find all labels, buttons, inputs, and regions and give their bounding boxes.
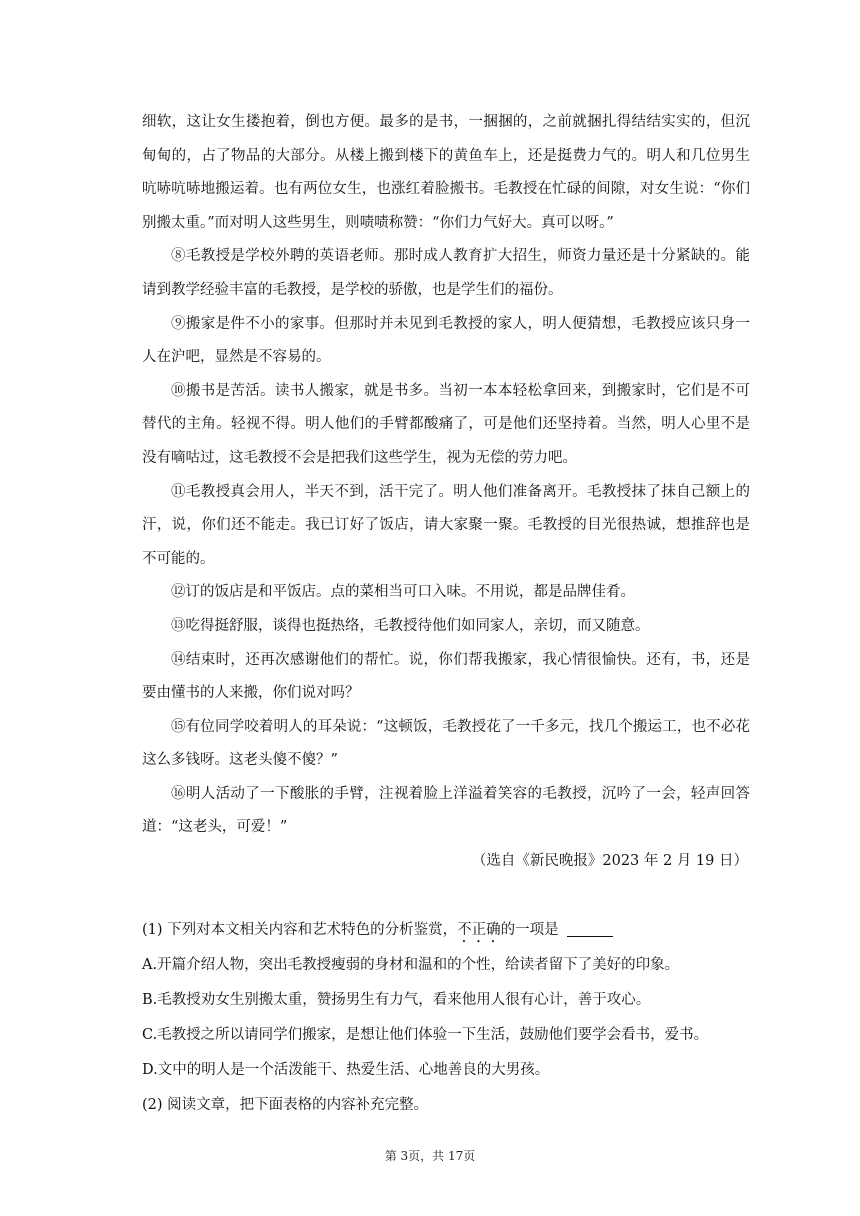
- paragraph-continued: 细软，这让女生搂抱着，倒也方便。最多的是书，一捆捆的，之前就捆扎得结结实实的，但沉甸甸的，占了物品的大部分。从楼上搬到楼下的黄鱼车上，还是挺费力气的。明人和几位男生吭哧吭哧地搬运着。也有两位女生，也涨红着脸搬书。毛教授在忙碌的间隙，对女生说：“你们别搬太重。”而对明人这些男生，则啧啧称赞：“你们力气好大。真可以呀。”: [142, 114, 750, 231]
- paragraph-12: ⑫订的饭店是和平饭店。点的菜相当可口入味。不用说，都是品牌佳肴。: [171, 584, 635, 601]
- source-citation: （选自《新民晚报》2023 年 2 月 19 日）: [471, 853, 748, 870]
- questions-section: [142, 913, 750, 1123]
- question-1: [142, 913, 750, 948]
- paragraph-9: ⑨搬家是件不小的家事。但那时并未见到毛教授的家人，明人便猜想，毛教授应该只身一人在沪吧，显然是不容易的。: [142, 315, 750, 366]
- question-1-emphasis: 不正确: [457, 922, 501, 938]
- paragraph-11: ⑪毛教授真会用人，半天不到，活干完了。明人他们准备离开。毛教授抹了抹自己额上的汗，说，你们还不能走。我已订好了饭店，请大家聚一聚。毛教授的目光很热诚，想推辞也是不可能的。: [142, 483, 750, 567]
- answer-blank[interactable]: [567, 920, 613, 937]
- article-body: [142, 106, 750, 879]
- paragraph-14: ⑭结束时，还再次感谢他们的帮忙。说，你们帮我搬家，我心情很愉快。还有，书，还是要由懂书的人来搬，你们说对吗？: [142, 651, 750, 702]
- paragraph-10: ⑩搬书是苦活。读书人搬家，就是书多。当初一本本轻松拿回来，到搬家时，它们是不可替代的主角。轻视不得。明人他们的手臂都酸痛了，可是他们还坚持着。当然，明人心里不是没有嘀咕过，这毛教授不会是把我们这些学生，视为无偿的劳力吧。: [142, 382, 750, 466]
- paragraph-13: ⑬吃得挺舒服，谈得也挺热络，毛教授待他们如同家人，亲切，而又随意。: [171, 617, 650, 634]
- option-c: C.毛教授之所以请同学们搬家，是想让他们体验一下生活，鼓励他们要学会看书，爱书。: [142, 1027, 709, 1043]
- option-b: B.毛教授劝女生别搬太重，赞扬男生有力气，看来他用人很有心计，善于攻心。: [142, 992, 651, 1008]
- question-1-prefix: (1) 下列对本文相关内容和艺术特色的分析鉴赏，: [142, 922, 458, 938]
- paragraph-8: ⑧毛教授是学校外聘的英语老师。那时成人教育扩大招生，师资力量还是十分紧缺的。能请到教学经验丰富的毛教授，是学校的骄傲，也是学生们的福份。: [142, 248, 750, 298]
- paragraph-16: ⑯明人活动了一下酸胀的手臂，注视着脸上洋溢着笑容的毛教授，沉吟了一会，轻声回答道：“这老头，可爱！”: [142, 785, 750, 836]
- page-footer: 第 3页，共 17页: [384, 1149, 476, 1163]
- option-a: A.开篇介绍人物，突出毛教授瘦弱的身材和温和的个性，给读者留下了美好的印象。: [142, 957, 680, 973]
- option-d: D.文中的明人是一个活泼能干、热爱生活、心地善良的大男孩。: [142, 1062, 550, 1078]
- paragraph-15: ⑮有位同学咬着明人的耳朵说：“这顿饭，毛教授花了一千多元，找几个搬运工，也不必花这么多钱呀。这老头傻不傻？”: [142, 718, 750, 769]
- question-2: (2) 阅读文章，把下面表格的内容补充完整。: [142, 1097, 429, 1113]
- question-1-suffix: 的一项是: [500, 922, 559, 938]
